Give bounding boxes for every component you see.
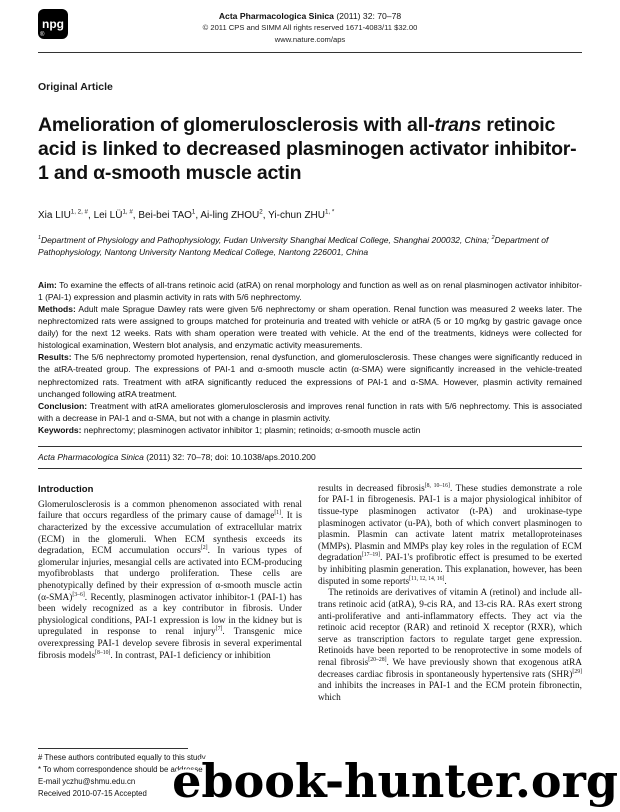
abstract-results bbox=[38, 351, 582, 399]
citation-block bbox=[38, 446, 582, 469]
abstract-conclusion-text: Treatment with atRA ameliorates glomerulosclerosis and improves renal function in rats with 5/6 nephrectomy. This is associated with a decrease in PAI-1 and α-SMA, but not with a change in plasmin activity. bbox=[38, 400, 582, 423]
citation-journal-name: Acta Pharmacologica Sinica bbox=[38, 451, 144, 462]
title-italic-trans: trans bbox=[434, 114, 482, 136]
author-name: Xia LIU bbox=[38, 209, 71, 221]
author-name: Yi-chun ZHU bbox=[268, 209, 325, 221]
keywords-label: Keywords: bbox=[38, 424, 82, 435]
abstract-aim-text: To examine the effects of all-trans retinoic acid (atRA) on renal morphology and function as well as on renal plasminogen activator inhibitor-1 (PAI-1) expression and plasmin activity in rats with 5/6 nephrectomy. bbox=[38, 280, 582, 303]
author-separator: , bbox=[132, 209, 139, 221]
author-affiliation-marker: 1 bbox=[191, 208, 196, 216]
citation-details: (2011) 32: 70–78; doi: 10.1038/aps.2010.200 bbox=[143, 451, 316, 462]
copyright-line: © 2011 CPS and SIMM All rights reserved 1671-4083/11 $32.00 bbox=[202, 23, 418, 32]
abstract bbox=[38, 279, 582, 436]
registered-trademark-icon: ® bbox=[40, 32, 45, 38]
abstract-methods-label: Methods: bbox=[38, 304, 76, 315]
introduction-paragraph: Glomerulosclerosis is a common phenomenon associated with renal failure that occurs regardless of the primary cause of damage[1]. It is characterized by the excessive accumulation of extracellular matrix (ECM) in the glomeruli. When ECM synthesis exceeds its degradation, ECM accumulation occurs[2]. In various types of glomerular injuries, mesangial cells are activated into ECM-producing myofibroblasts that undergo proliferation. These cells are phenotypically defined by their expression of α-smooth muscle actin (α-SMA)[3–6]. Recently, plasminogen activator inhibitor-1 (PAI-1) has been widely recognized as a key contributor in fibrosis. Under physiological conditions, PAI-1 expression is low in the kidney but is upregulated in response to renal injury[7]. Transgenic mice overexpressing PAI-1 develop severe fibrosis in several experimental fibrosis models[8–10]. In contrast, PAI-1 deficiency or inhibition bbox=[38, 499, 302, 661]
npg-logo bbox=[38, 9, 68, 39]
authors-line bbox=[38, 210, 582, 221]
author-name: Ai-ling ZHOU bbox=[200, 209, 260, 221]
author-separator: , bbox=[88, 209, 94, 221]
title-part-1: Amelioration of glomerulosclerosis with all- bbox=[38, 114, 435, 136]
author-3 bbox=[138, 210, 200, 221]
author-1 bbox=[38, 210, 94, 221]
author-affiliation-marker: 2 bbox=[259, 208, 263, 216]
introduction-heading: Introduction bbox=[38, 483, 94, 495]
journal-website-link: www.nature.com/aps bbox=[274, 35, 346, 44]
right-column bbox=[318, 484, 582, 705]
author-separator: , bbox=[262, 209, 269, 221]
affiliation-marker-1: 1 bbox=[38, 234, 41, 241]
affiliation-marker-2: 2 bbox=[491, 234, 495, 241]
journal-masthead bbox=[38, 8, 582, 48]
abstract-methods-text: Adult male Sprague Dawley rats were given 5/6 nephrectomy or sham operation. Renal function was measured 2 weeks later. The nephrectomized rats were assigned to groups matched for proteinuria and treated with vehicle or atRA (5 or 10 mg/kg by gastric gavage once daily) for the next 12 weeks. Rats with sham operation were treated with vehicle. At the end of the treatments, kidneys were collected for histological examination, Western blot analysis, and enzymatic activity measurements. bbox=[38, 304, 582, 351]
author-affiliation-marker: 1, * bbox=[325, 208, 335, 216]
journal-issue-pages: (2011) 32: 70–78 bbox=[333, 11, 402, 21]
citation-divider-bottom bbox=[38, 468, 582, 469]
affiliations bbox=[38, 234, 582, 260]
header-divider bbox=[38, 52, 582, 53]
abstract-conclusion-label: Conclusion: bbox=[38, 400, 88, 411]
keywords-text: nephrectomy; plasminogen activator inhibitor 1; plasmin; retinoids; α-smooth muscle actin bbox=[81, 424, 421, 435]
journal-header-line bbox=[38, 11, 582, 21]
abstract-results-text: The 5/6 nephrectomy promoted hypertension, renal dysfunction, and glomerulosclerosis. These changes were significantly reduced in the atRA-treated group. The expressions of PAI-1 and α-smooth muscle actin (α-SMA) were significantly increased in the vehicle-treated nephrectomized rats. Treatment with atRA significantly reduced the expressions of PAI-1 and α-SMA. However, plasmin activity remained unchanged following atRA treatment. bbox=[38, 352, 582, 399]
affiliation-1: Department of Physiology and Pathophysiology, Fudan University Shanghai Medical College, Shanghai 200032, China; bbox=[40, 234, 492, 245]
article-type-label: Original Article bbox=[38, 81, 113, 93]
author-affiliation-marker: 1, # bbox=[122, 208, 133, 216]
footnote-email: E-mail yczhu@shmu.edu.cn bbox=[38, 776, 136, 786]
footnote-equal-contribution: # These authors contributed equally to this study. bbox=[38, 752, 208, 762]
author-4 bbox=[200, 210, 268, 221]
author-name: Lei LÜ bbox=[93, 209, 123, 221]
footnote-received-accepted: Received 2010-07-15 Accepted bbox=[38, 788, 147, 798]
author-affiliation-marker: 1, 2, # bbox=[70, 208, 88, 216]
keywords-line bbox=[38, 424, 582, 436]
body-columns bbox=[38, 484, 582, 705]
citation-line bbox=[38, 447, 582, 468]
abstract-results-label: Results: bbox=[38, 352, 72, 363]
affiliation-2: Department of Pathophysiology, Nantong University Nantong Medical College, Nantong 226001, China bbox=[38, 234, 549, 258]
ebook-hunter-watermark: ebook-hunter.org bbox=[172, 754, 618, 808]
footnote-correspondence: * To whom correspondence should be addressed. bbox=[38, 764, 210, 774]
title-part-2: retinoic acid is linked to decreased plasminogen activator inhibitor-1 and α-smooth muscle actin bbox=[38, 114, 577, 185]
left-column bbox=[38, 484, 302, 705]
abstract-aim-label: Aim: bbox=[38, 280, 57, 291]
abstract-methods bbox=[38, 303, 582, 351]
author-separator: , bbox=[195, 209, 201, 221]
author-5 bbox=[268, 210, 334, 221]
body-paragraph-pai1: results in decreased fibrosis[8, 10–16]. These studies demonstrate a role for PAI-1 in fibrogenesis. PAI-1 is a major physiological inhibitor of tissue-type plasminogen activator (t-PA) and urokinase-type plasminogen activator (u-PA), both of which convert plasminogen to plasmin. Plasmin can activate latent matrix metalloproteinases (MMPs). Plasmin and MMPs play key roles in the regulation of ECM degradation[17–19]. PAI-1's profibrotic effect is presumed to be exerted by inhibiting plasmin generation. This explanation, however, has been disputed in some reports[11, 12, 14, 16]. bbox=[318, 482, 582, 587]
footnote-divider bbox=[38, 748, 188, 749]
body-paragraph-retinoids: The retinoids are derivatives of vitamin A (retinol) and include all-trans retinoic acid (atRA), 9-cis RA, and 13-cis RA. RAs exert strong anti-proliferative and anti-inflammatory effects. They act via the retinoic acid receptor (RAR) and retinoid X receptor (RXR), which serve as transcription factors to regulate target gene expression. Retinoids have been reported to be renoprotective in some models of renal fibrosis[20–28]. We have previously shown that exogenous atRA decreases cardiac fibrosis in spontaneously hypertensive rats (SHR)[29] and inhibits the increases in PAI-1 and the ECM protein fibronectin, which bbox=[318, 588, 582, 703]
npg-logo-text: npg bbox=[42, 17, 64, 31]
author-2 bbox=[94, 210, 139, 221]
abstract-conclusion bbox=[38, 400, 582, 424]
journal-name: Acta Pharmacologica Sinica bbox=[218, 11, 334, 21]
article-title bbox=[38, 113, 582, 186]
author-name: Bei-bei TAO bbox=[138, 209, 192, 221]
abstract-aim bbox=[38, 279, 582, 303]
